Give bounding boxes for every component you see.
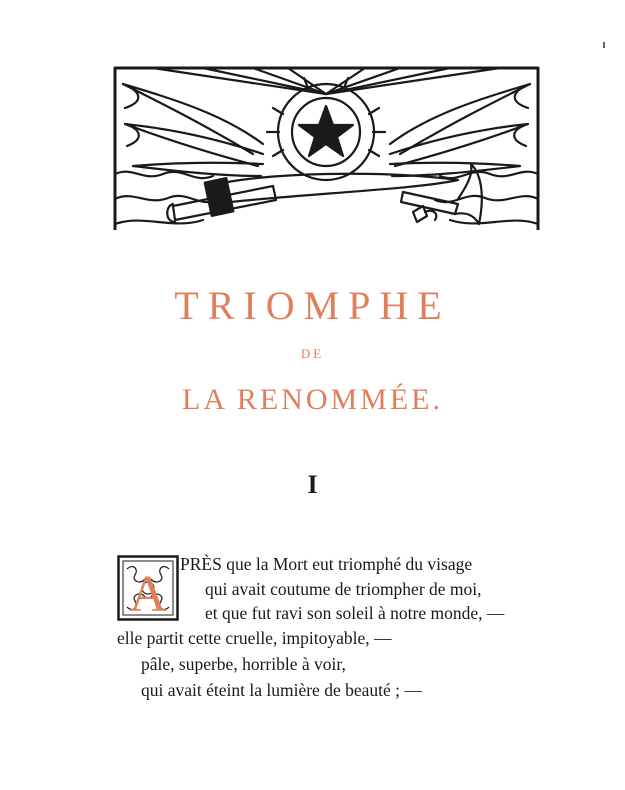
winged-laurel-star-trumpet-icon xyxy=(113,54,540,230)
title-la-renommee: LA RENOMMÉE. xyxy=(182,383,443,416)
poem-line-3: et que fut ravi son soleil à notre monde, — xyxy=(205,603,505,623)
poem-line-6: qui avait éteint la lumière de beauté ; — xyxy=(141,680,422,700)
title-triomphe: TRIOMPHE xyxy=(174,283,451,328)
poem-line-1: PRÈS que la Mort eut triomphé du visage xyxy=(180,554,473,574)
poem-line-4: elle partit cette cruelle, impitoyable, — xyxy=(117,628,392,648)
title-de: DE xyxy=(300,346,325,361)
margin-mark xyxy=(603,42,605,48)
canto-number: I xyxy=(307,470,318,499)
ornamental-initial-icon xyxy=(117,555,179,621)
drop-cap-initial xyxy=(117,555,179,621)
drop-cap-letter: A xyxy=(129,566,167,621)
poem-line-5: pâle, superbe, horrible à voir, xyxy=(141,654,346,674)
headpiece-illustration xyxy=(113,54,540,230)
poem-line-2: qui avait coutume de triompher de moi, xyxy=(205,579,482,599)
